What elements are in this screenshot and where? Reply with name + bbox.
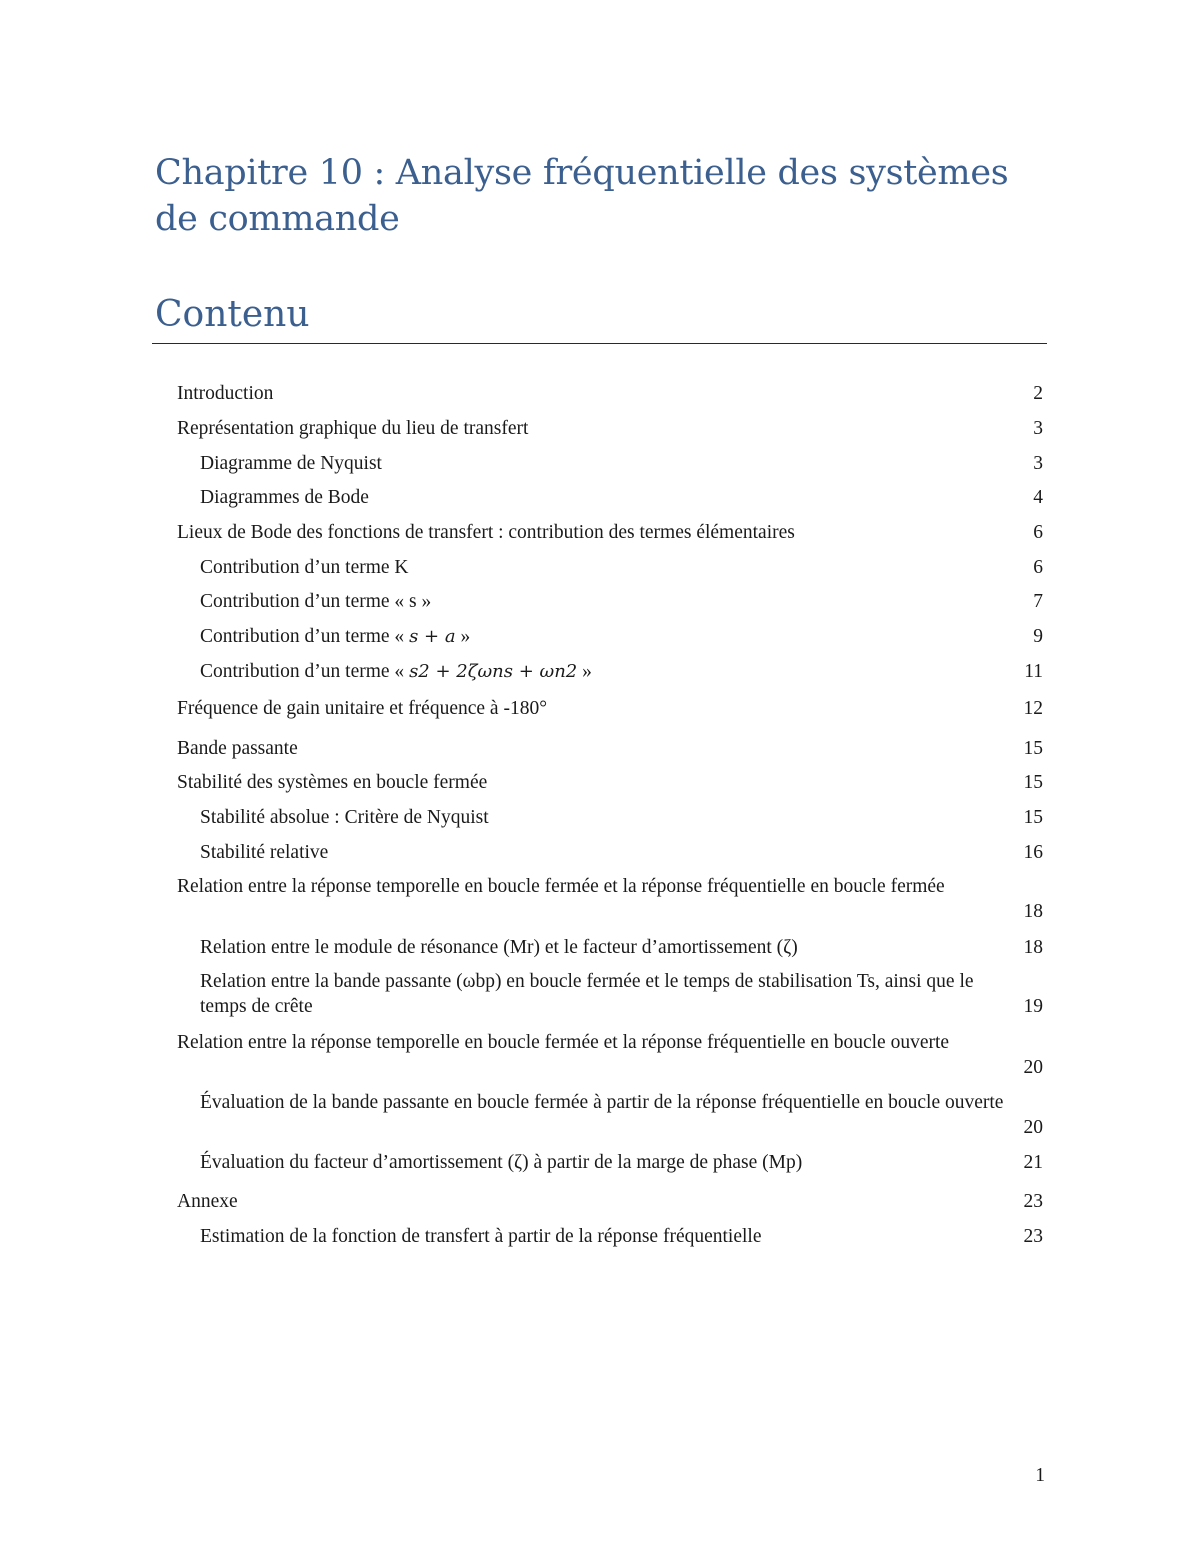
toc-page-number: 7 (1033, 591, 1043, 612)
toc-entry-evaluation-bande-passante[interactable]: Évaluation de la bande passante en boucle fermée à partir de la réponse fréquentielle en boucle ouverte (200, 1092, 1004, 1113)
chapter-title: Chapitre 10 : Analyse fréquentielle des systèmes de commande (155, 153, 1009, 239)
toc-page-number: 15 (1023, 738, 1043, 759)
toc-page-number: 21 (1023, 1152, 1043, 1173)
toc-page-number: 11 (1024, 661, 1043, 682)
toc-page-number: 19 (1023, 996, 1043, 1017)
page-number: 1 (1035, 1465, 1045, 1486)
toc-page-number: 3 (1033, 418, 1043, 439)
toc-entry-relation-bf-bo[interactable]: Relation entre la réponse temporelle en boucle fermée et la réponse fréquentielle en boucle ouverte (177, 1032, 950, 1053)
toc-entry-diagramme-nyquist[interactable]: Diagramme de Nyquist (200, 453, 382, 474)
toc-entry-introduction[interactable]: Introduction (177, 383, 274, 404)
toc-entry-lieux-de-bode[interactable]: Lieux de Bode des fonctions de transfert : contribution des termes élémentaires (177, 522, 795, 543)
toc-entry-evaluation-amortissement[interactable]: Évaluation du facteur d’amortissement (ζ) à partir de la marge de phase (Mp) (200, 1152, 803, 1173)
toc-page-number: 20 (1023, 1057, 1043, 1078)
toc-entry-stabilite-absolue[interactable]: Stabilité absolue : Critère de Nyquist (200, 807, 489, 828)
toc-heading: Contenu (155, 294, 310, 335)
toc-entry-contribution-k[interactable]: Contribution d’un terme K (200, 557, 409, 578)
toc-entry-suffix: » (577, 661, 592, 682)
toc-page-number: 12 (1023, 698, 1043, 719)
toc-page-number: 23 (1023, 1191, 1043, 1212)
toc-entry-stabilite-systemes[interactable]: Stabilité des systèmes en boucle fermée (177, 772, 488, 793)
toc-entry-representation-graphique[interactable]: Représentation graphique du lieu de transfert (177, 418, 529, 439)
toc-page-number: 20 (1023, 1117, 1043, 1138)
toc-page-number: 15 (1023, 772, 1043, 793)
toc-entry-contribution-s-plus-a[interactable] (200, 624, 470, 649)
math-expression: s2 + 2ζωns + ωn2 (409, 661, 578, 682)
toc-entry-diagrammes-bode[interactable]: Diagrammes de Bode (200, 487, 369, 508)
toc-page-number: 3 (1033, 453, 1043, 474)
toc-page-number: 15 (1023, 807, 1043, 828)
toc-entry-relation-bf-bf[interactable]: Relation entre la réponse temporelle en boucle fermée et la réponse fréquentielle en boucle fermée (177, 876, 945, 897)
toc-entry-suffix: » (455, 626, 471, 647)
toc-entry-text: Contribution d’un terme « (200, 626, 410, 647)
toc-divider (152, 343, 1047, 344)
toc-entry-frequence-gain-unitaire[interactable]: Fréquence de gain unitaire et fréquence à -180° (177, 698, 547, 719)
toc-page-number: 18 (1023, 901, 1043, 922)
toc-entry-annexe[interactable]: Annexe (177, 1191, 238, 1212)
toc-page-number: 23 (1023, 1226, 1043, 1247)
toc-page-number: 18 (1023, 937, 1043, 958)
toc-page-number: 2 (1033, 383, 1043, 404)
toc-page-number: 16 (1023, 842, 1043, 863)
toc-entry-stabilite-relative[interactable]: Stabilité relative (200, 842, 329, 863)
toc-entry-bande-passante[interactable]: Bande passante (177, 738, 298, 759)
toc-entry-bande-passante-temps-stabilisation[interactable]: Relation entre la bande passante (ωbp) en boucle fermée et le temps de stabilisation Ts, ainsi que le temps de crête (200, 971, 974, 1017)
toc-page-number: 6 (1033, 557, 1043, 578)
toc-entry-contribution-second-order[interactable] (200, 659, 592, 684)
toc-entry-module-resonance[interactable]: Relation entre le module de résonance (Mr) et le facteur d’amortissement (ζ) (200, 937, 798, 958)
math-expression: s + a (409, 626, 456, 647)
toc-entry-contribution-s[interactable]: Contribution d’un terme « s » (200, 591, 432, 612)
toc-page-number: 9 (1033, 626, 1043, 647)
toc-entry-text: Contribution d’un terme « (200, 661, 410, 682)
toc-page-number: 4 (1033, 487, 1043, 508)
toc-entry-estimation-fonction-transfert[interactable]: Estimation de la fonction de transfert à partir de la réponse fréquentielle (200, 1226, 762, 1247)
toc-page-number: 6 (1033, 522, 1043, 543)
